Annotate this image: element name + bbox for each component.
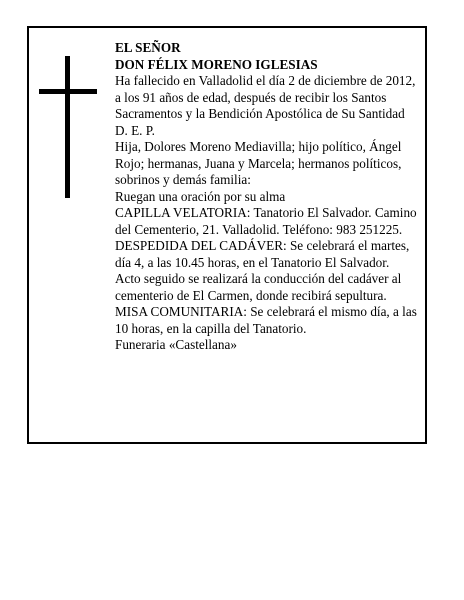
deceased-name: DON FÉLIX MORENO IGLESIAS xyxy=(115,56,318,72)
cross-horizontal-bar xyxy=(39,89,97,94)
funeral-home: Funeraria «Castellana» xyxy=(115,337,237,352)
rip-line: D. E. P. xyxy=(115,122,155,138)
procession-info: Acto seguido se realizará la conducción del cadáver al cementerio de El Carmen, donde recibirá sepultura. xyxy=(115,271,402,303)
death-statement: Ha fallecido en Valladolid el día 2 de diciembre de 2012, a los 91 años de edad, después de recibir los Santos Sacramentos y la Bendición Apostólica de Su Santidad xyxy=(115,73,416,121)
prayer-request: Ruegan una oración por su alma xyxy=(115,188,286,204)
community-mass-info: MISA COMUNITARIA: Se celebrará el mismo día, a las 10 horas, en la capilla del Tanatorio. xyxy=(115,304,417,336)
notice-text xyxy=(115,40,421,354)
latin-cross-icon xyxy=(39,56,97,198)
title-line-1: EL SEÑOR xyxy=(115,40,181,55)
cross-vertical-bar xyxy=(65,56,70,198)
farewell-info: DESPEDIDA DEL CADÁVER: Se celebrará el martes, día 4, a las 10.45 horas, en el Tanatorio El Salvador. xyxy=(115,238,410,270)
wake-chapel-info: CAPILLA VELATORIA: Tanatorio El Salvador. Camino del Cementerio, 21. Valladolid. Teléfono: 983 251225. xyxy=(115,205,417,237)
obituary-notice xyxy=(27,26,427,444)
family-list: Hija, Dolores Moreno Mediavilla; hijo político, Ángel Rojo; hermanas, Juana y Marcela; hermanos políticos, sobrinos y demás familia: xyxy=(115,139,402,187)
